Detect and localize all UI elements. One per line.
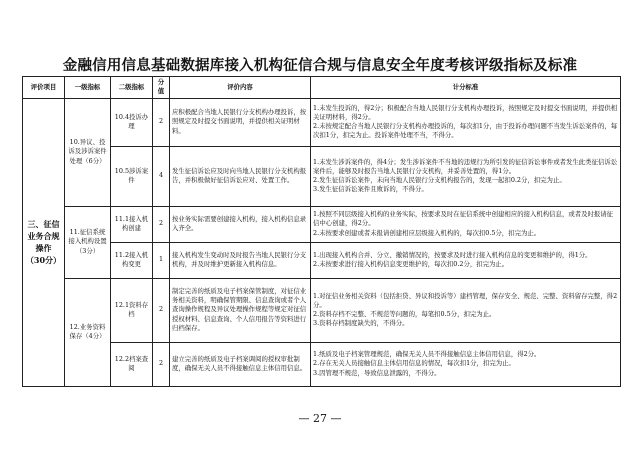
page-number: — 27 — — [298, 412, 342, 425]
standard-line: 1.出现接入机构合并、分立、撤销情况的，按要求及时进行接入机构信息的变更和维护的，得1分。 — [313, 250, 592, 259]
header-cell: 分值 — [153, 77, 170, 99]
level2-cell: 11.1接入机构创建 — [111, 206, 153, 242]
score-cell: 2 — [153, 206, 170, 242]
standard-cell — [311, 342, 621, 386]
table-row — [23, 242, 621, 278]
level2-cell: 11.2接入机构变更 — [111, 242, 153, 278]
content-cell: 发生征信诉讼应及时向当地人民银行分支机构报告，并积极做好征信诉讼应对、处置工作。 — [170, 146, 311, 206]
table-header-row — [23, 77, 621, 99]
header-cell: 二级指标 — [111, 77, 153, 99]
standard-line: 2.资料存档不完整、不规范等问题的，每笔扣0.5分，扣完为止。 — [313, 310, 496, 319]
level2-cell: 10.4投诉办理 — [111, 98, 153, 146]
section-cell — [23, 98, 65, 386]
standard-cell — [311, 206, 621, 242]
standard-line: 3.资料存档制度缺失的，不得分。 — [313, 319, 409, 328]
standard-line: 2.未按规定配合当地人民银行分支机构办理投诉的，每次扣1分，由于投诉办理问题不当发生诉讼案件的，每次扣1分，扣完为止。投诉案件处理不当，不得分。 — [313, 122, 618, 140]
content-cell: 建立完善的纸质及电子档案调阅的授权审批制度，确保无关人员不得接触信息主体信用信息。 — [170, 342, 311, 386]
content-cell: 按业务实际需要创建接入机构，接入机构信息录入齐全。 — [170, 206, 311, 242]
section-score: （30分） — [25, 255, 62, 266]
standard-cell — [311, 146, 621, 206]
standard-line: 1.未发生投诉的，得2分；积极配合当地人民银行分支机构办理投诉，按照规定及时提交书面说明，并提供相关证明材料，得2分。 — [313, 103, 618, 121]
level2-cell: 12.1资料存档 — [111, 278, 153, 342]
score-cell: 2 — [153, 278, 170, 342]
level1-cell: 10.异议、投诉及涉诉案件处理（6分） — [65, 98, 111, 206]
standard-line: 2.未按要求进行接入机构信息变更维护的，每次扣0.2分，扣完为止。 — [313, 260, 509, 269]
standard-line: 2.未按要求创建或者未报请创建相应层级接入机构的，每次扣0.5分，扣完为止。 — [313, 228, 541, 237]
header-cell: 评价项目 — [23, 77, 65, 99]
table-row — [23, 98, 621, 146]
level2-cell: 12.2档案查阅 — [111, 342, 153, 386]
standard-line: 1.纸质及电子档案管理规范，确保无关人员不得接触信息主体信用信息，得2分。 — [313, 350, 541, 359]
document-title: 金融信用信息基础数据库接入机构征信合规与信息安全年度考核评级指标及标准 — [62, 57, 578, 74]
level2-cell: 10.5涉诉案件 — [111, 146, 153, 206]
score-cell: 2 — [153, 98, 170, 146]
level1-cell: 12.业务资料保存（4分） — [65, 278, 111, 386]
standard-line: 1.对征信业务相关资料（包括拒贷、异议和投诉等）建档管理，保存安全、规范、完整、资料留存完整，得2分。 — [313, 291, 618, 309]
standard-cell — [311, 242, 621, 278]
score-cell: 1 — [153, 242, 170, 278]
standard-line: 3.因管理不规范，导致信息泄露的，不得分。 — [313, 368, 441, 377]
standard-cell — [311, 98, 621, 146]
standard-line: 2.发生征信诉讼案件，未向当地人民银行分支机构报告的，发现一起扣0.2分，扣完为止。 — [313, 176, 566, 185]
table-row — [23, 342, 621, 386]
header-cell: 计分标准 — [311, 77, 621, 99]
score-cell: 4 — [153, 146, 170, 206]
table-row — [23, 278, 621, 342]
content-cell: 制定完善的纸质及电子档案保管制度，对征信业务相关资料，明确保管期限、信息查询或者个人查询操作规程及异议处理操作规程等规定对征信授权材料、信息查询、个人信用报告等资料进行归档保存。 — [170, 278, 311, 342]
content-cell: 接入机构发生变动时及时报告当地人民银行分支机构，并及时维护更新接入机构信息。 — [170, 242, 311, 278]
header-cell: 一级指标 — [65, 77, 111, 99]
content-cell: 应积极配合当地人民银行分支机构办理投诉，按照规定及时提交书面说明，并提供相关证明材料。 — [170, 98, 311, 146]
table-row — [23, 146, 621, 206]
standard-line: 1.未发生涉诉案件的，得4分；发生涉诉案件不当地的违规行为所引发的征信诉讼事件或者发生此类征信诉讼案件后，能够及时报告当地人民银行分支机构，并妥善处置的，得1分。 — [313, 157, 618, 175]
score-cell: 2 — [153, 342, 170, 386]
level1-cell: 11.征信系统接入机构设置（3分） — [65, 206, 111, 278]
standard-line: 3.发生征信诉讼案件且败诉的，不得分。 — [313, 185, 428, 194]
indicator-table — [22, 76, 621, 387]
standard-line: 1.按照不同层级接入机构的业务实际，按要求及时在征信系统中创建相应的接入机构信息，或者及时报请征信中心创建，得2分。 — [313, 210, 614, 228]
standard-line: 2.存在无关人员接触信息主体信用信息的情况，每次扣1分，扣完为止。 — [313, 359, 515, 368]
standard-cell — [311, 278, 621, 342]
header-cell: 评价内容 — [170, 77, 311, 99]
section-name: 三、征信业务合规操作 — [27, 219, 60, 254]
table-row — [23, 206, 621, 242]
